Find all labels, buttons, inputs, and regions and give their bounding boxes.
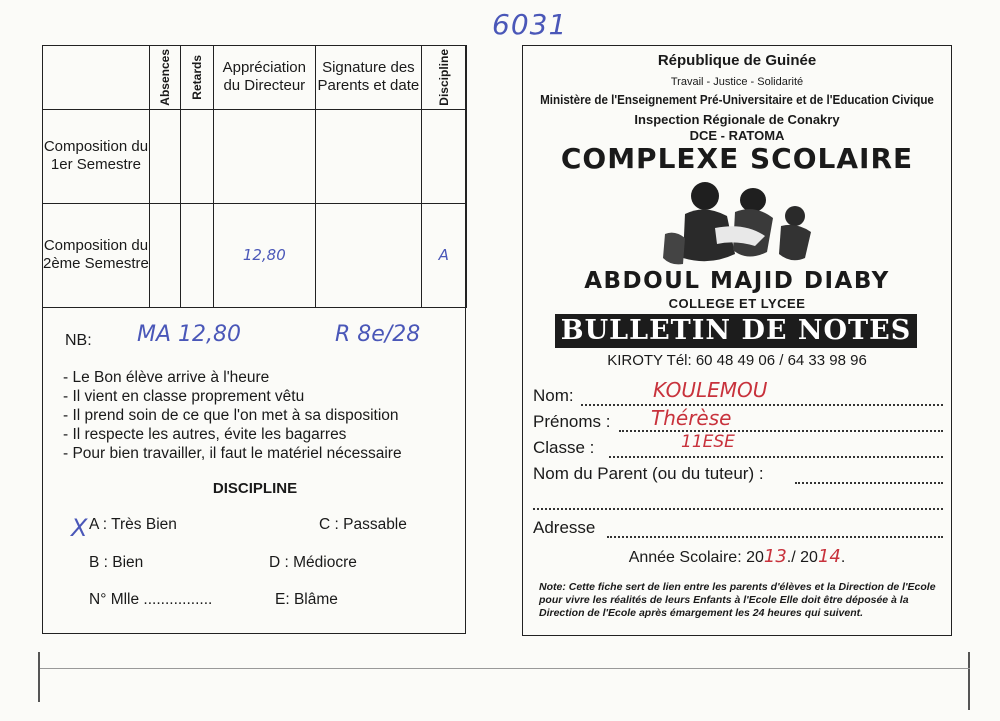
header-empty-cell — [42, 45, 150, 109]
cover-panel — [522, 45, 952, 636]
list-item: - Le Bon élève arrive à l'heure — [63, 369, 270, 386]
header-appreciation: Appréciation du Directeur — [213, 45, 315, 109]
school-logo-icon — [655, 174, 821, 270]
prenoms-label: Prénoms : — [533, 412, 611, 431]
nb-label: NB: — [65, 332, 92, 349]
table-row — [42, 203, 466, 307]
fold-mark-right — [968, 652, 970, 710]
annee-scolaire — [523, 546, 951, 567]
legend-mle: N° Mlle ................ — [89, 591, 213, 608]
nb-line — [65, 322, 455, 362]
grades-table — [42, 45, 467, 308]
dce: DCE - RATOMA — [689, 128, 785, 143]
republic-title: République de Guinée — [657, 52, 817, 69]
legend-a: A : Très Bien — [89, 516, 177, 533]
classe-dotted-line — [609, 456, 943, 458]
parent-label: Nom du Parent (ou du tuteur) : — [533, 464, 764, 483]
adresse-dotted-line — [607, 536, 943, 538]
legend-d: D : Médiocre — [269, 554, 357, 571]
nom-value: KOULEMOU — [653, 378, 768, 402]
absences-cell — [150, 203, 180, 307]
fold-mark-left — [38, 652, 40, 702]
annee-start: 13 — [763, 546, 787, 567]
document-number: 6031 — [492, 8, 568, 41]
table-row — [42, 109, 466, 203]
row-label-semester-1: Composition du 1er Semestre — [42, 109, 150, 203]
retards-cell — [180, 203, 213, 307]
prenoms-dotted-line — [619, 430, 943, 432]
nb-rank: R 8e/28 — [335, 322, 421, 347]
header-retards: Retards — [180, 45, 213, 109]
parent-dotted-line — [795, 482, 943, 484]
annee-tail: . — [840, 549, 846, 566]
nb-average: MA 12,80 — [137, 322, 242, 347]
signature-cell — [315, 203, 421, 307]
contact-info: KIROTY Tél: 60 48 49 06 / 64 33 98 96 — [607, 352, 867, 369]
list-item: - Il respecte les autres, évite les bagarres — [63, 426, 347, 443]
discipline-cell — [421, 109, 466, 203]
legend-e: E: Blâme — [275, 591, 338, 608]
list-item: - Il prend soin de ce que l'on met à sa disposition — [63, 407, 399, 424]
prenoms-value: Thérèse — [651, 406, 732, 430]
bulletin-title: BULLETIN DE NOTES — [555, 314, 917, 348]
motto: Travail - Justice - Solidarité — [670, 76, 804, 88]
college-lycee: COLLEGE ET LYCEE — [668, 296, 806, 311]
rules-list — [63, 368, 402, 463]
signature-cell — [315, 109, 421, 203]
header-signature: Signature des Parents et date — [315, 45, 421, 109]
appreciation-cell — [213, 109, 315, 203]
legend-b: B : Bien — [89, 554, 144, 571]
legend-c: C : Passable — [319, 516, 407, 533]
adresse-label: Adresse — [533, 518, 596, 537]
nom-dotted-line — [581, 404, 943, 406]
list-item: - Il vient en classe proprement vêtu — [63, 388, 305, 405]
inspection: Inspection Régionale de Conakry — [634, 112, 840, 127]
grades-panel — [42, 45, 466, 634]
discipline-cell: A — [421, 203, 466, 307]
absences-cell — [150, 109, 180, 203]
retards-cell — [180, 109, 213, 203]
row-label-semester-2: Composition du 2ème Semestre — [42, 203, 150, 307]
parent-dotted-line-2 — [533, 508, 943, 510]
nom-label: Nom: — [533, 386, 574, 405]
annee-label: Année Scolaire: 20 — [628, 549, 764, 566]
header-discipline: Discipline — [421, 45, 466, 109]
list-item: - Pour bien travailler, il faut le matériel nécessaire — [63, 445, 402, 462]
school-name: ABDOUL MAJID DIABY — [584, 268, 890, 294]
selected-mark: X — [71, 514, 88, 542]
note-paragraph: Note: Cette fiche sert de lien entre les parents d'élèves et la Direction de l'Ecole pour vivre les réalités de leurs Enfants à l'Ecole Elle doit être déposée à la Direction de l'Ecole après émargement les 24 heures qui suivent. — [539, 581, 936, 619]
classe-value: 11ESE — [681, 432, 735, 452]
annee-end: 14 — [817, 546, 841, 567]
ministry: Ministère de l'Enseignement Pré-Universitaire et de l'Education Civique — [540, 93, 934, 107]
annee-separator: ./ 20 — [786, 549, 818, 566]
appreciation-cell: 12,80 — [213, 203, 315, 307]
classe-label: Classe : — [533, 438, 595, 457]
table-header-row — [42, 45, 466, 109]
discipline-title: DISCIPLINE — [212, 480, 298, 497]
header-absences: Absences — [150, 45, 180, 109]
complexe-title: COMPLEXE SCOLAIRE — [560, 142, 914, 175]
fold-line — [40, 668, 970, 669]
